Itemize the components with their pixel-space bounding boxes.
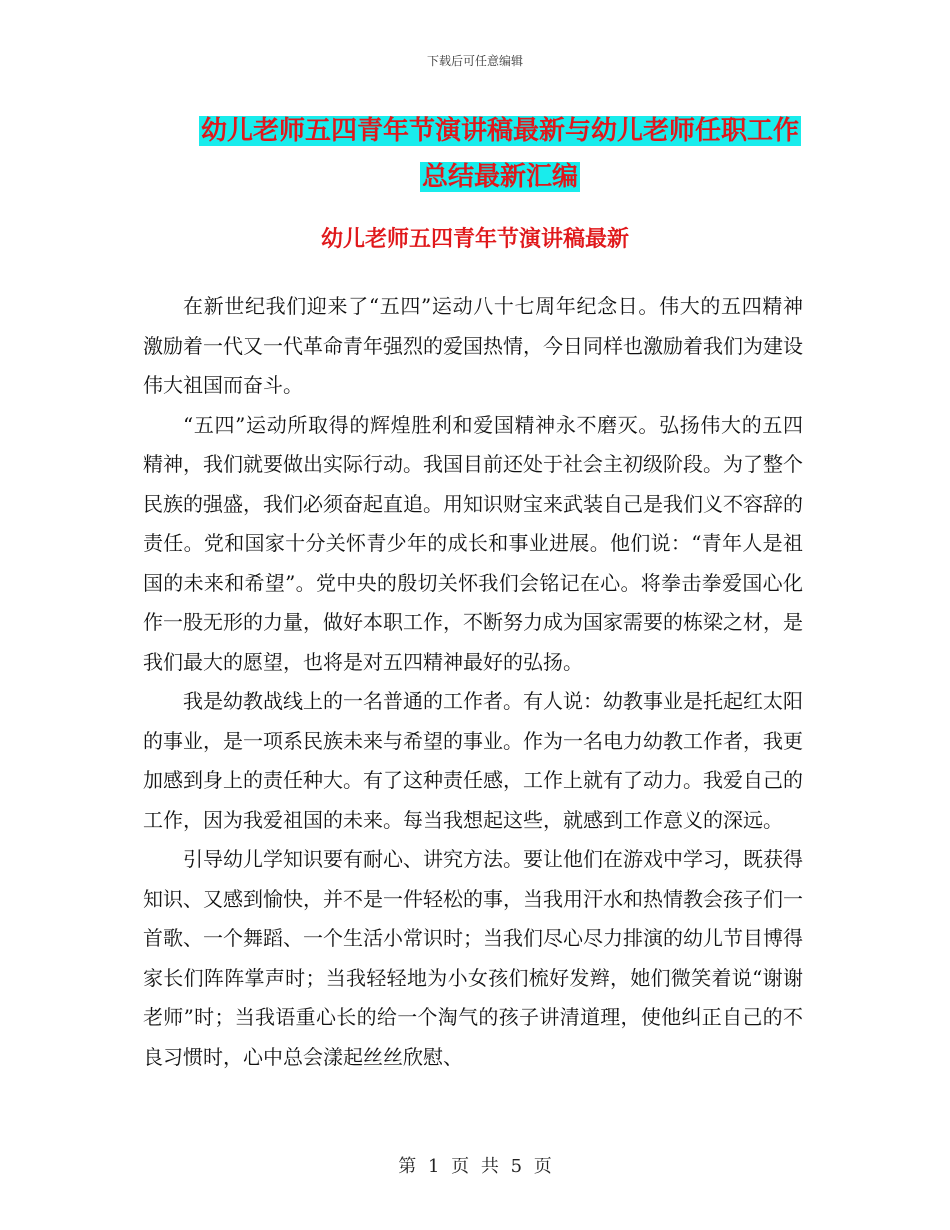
section-title: 幼儿老师五四青年节演讲稿最新 [320, 227, 629, 252]
paragraph-4: 引导幼儿学知识要有耐心、讲究方法。要让他们在游戏中学习，既获得知识、又感到愉快，并不是一件轻松的事，当我用汗水和热情教会孩子们一首歌、一个舞蹈、一个生活小常识时；当我们尽心尽力排演的幼儿节目博得家长们阵阵掌声时；当我轻轻地为小女孩们梳好发辫，她们微笑着说“谢谢老师”时；当我语重心长的给一个淘气的孩子讲清道理，使他纠正自己的不良习惯时，心中总会漾起丝丝欣慰、 [143, 847, 803, 1069]
header-note: 下载后可任意编辑 [426, 54, 523, 68]
document-title-line-1: 幼儿老师五四青年节演讲稿最新与幼儿老师任职工作 [200, 116, 799, 146]
paragraph-1: 在新世纪我们迎来了“五四”运动八十七周年纪念日。伟大的五四精神激励着一代又一代革命青年强烈的爱国热情，今日同样也激励着我们为建设伟大祖国而奋斗。 [143, 294, 803, 397]
page-number: 第 1 页 共 5 页 [398, 1156, 552, 1177]
paragraph-3: 我是幼教战线上的一名普通的工作者。有人说：幼教事业是托起红太阳的事业，是一项系民族未来与希望的事业。作为一名电力幼教工作者，我更加感到身上的责任种大。有了这种责任感，工作上就有了动力。我爱自己的工作，因为我爱祖国的未来。每当我想起这些，就感到工作意义的深远。 [143, 689, 803, 832]
body-text [143, 287, 803, 1077]
document-title [140, 108, 860, 200]
paragraph-2: “五四”运动所取得的辉煌胜利和爱国精神永不磨灭。弘扬伟大的五四精神，我们就要做出实际行动。我国目前还处于社会主初级阶段。为了整个民族的强盛，我们必须奋起直追。用知识财宝来武装自己是我们义不容辞的责任。党和国家十分关怀青少年的成长和事业进展。他们说：“青年人是祖国的未来和希望”。党中央的殷切关怀我们会铭记在心。将拳击拳爱国心化作一股无形的力量，做好本职工作，不断努力成为国家需要的栋梁之材，是我们最大的愿望，也将是对五四精神最好的弘扬。 [143, 412, 803, 674]
document-title-line-2: 总结最新汇编 [421, 162, 578, 192]
